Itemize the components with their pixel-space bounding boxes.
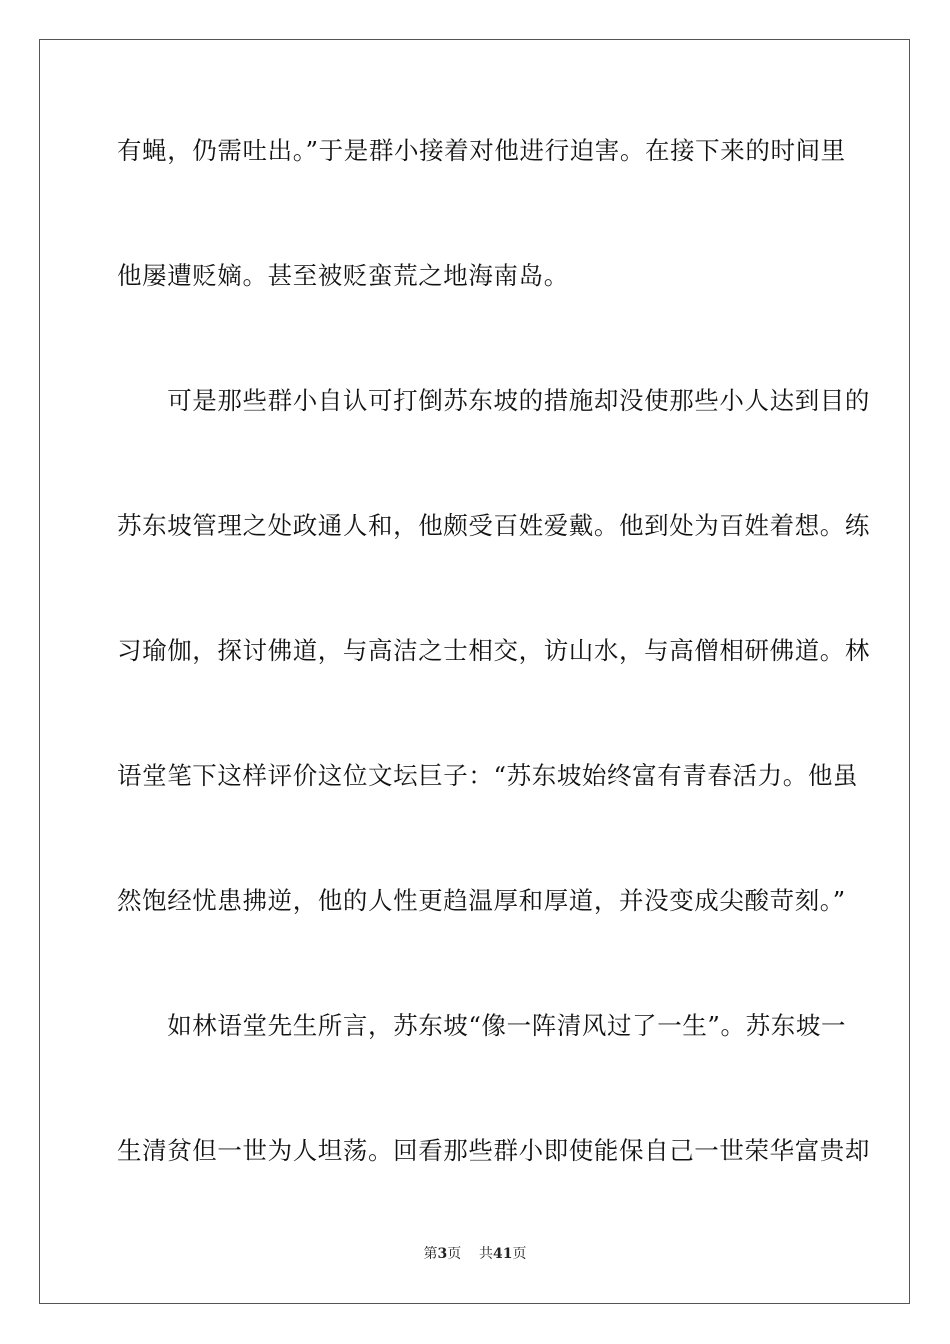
text-line-9: 生清贫但一世为人坦荡。回看那些群小即使能保自己一世荣华富贵却 xyxy=(117,1136,870,1165)
text-line-2: 他屡遭贬嫡。甚至被贬蛮荒之地海南岛。 xyxy=(117,261,569,290)
text-line-6: 语堂笔下这样评价这位文坛巨子：“苏东坡始终富有青春活力。他虽 xyxy=(117,761,859,790)
text-line-1: 有蝇，仍需吐出。”于是群小接着对他进行迫害。在接下来的时间里 xyxy=(117,136,846,165)
text-line-3: 可是那些群小自认可打倒苏东坡的措施却没使那些小人达到目的 xyxy=(117,386,870,415)
total-pages: 41 xyxy=(493,1246,513,1262)
page-number: 3 xyxy=(437,1246,448,1262)
page-border xyxy=(39,39,910,1304)
text-line-4: 苏东坡管理之处政通人和，他颇受百姓爱戴。他到处为百姓着想。练 xyxy=(117,511,870,540)
page-footer xyxy=(0,1245,950,1263)
text-line-8: 如林语堂先生所言，苏东坡“像一阵清风过了一生”。苏东坡一 xyxy=(117,1011,847,1040)
total-prefix: 共 xyxy=(479,1246,494,1262)
total-suffix: 页 xyxy=(512,1246,527,1262)
text-line-7: 然饱经忧患拂逆，他的人性更趋温厚和厚道，并没变成尖酸苛刻。” xyxy=(117,886,846,915)
page-prefix: 第 xyxy=(423,1246,438,1262)
text-line-5: 习瑜伽，探讨佛道，与高洁之士相交，访山水，与高僧相研佛道。林 xyxy=(117,636,870,665)
page-suffix: 页 xyxy=(447,1246,462,1262)
